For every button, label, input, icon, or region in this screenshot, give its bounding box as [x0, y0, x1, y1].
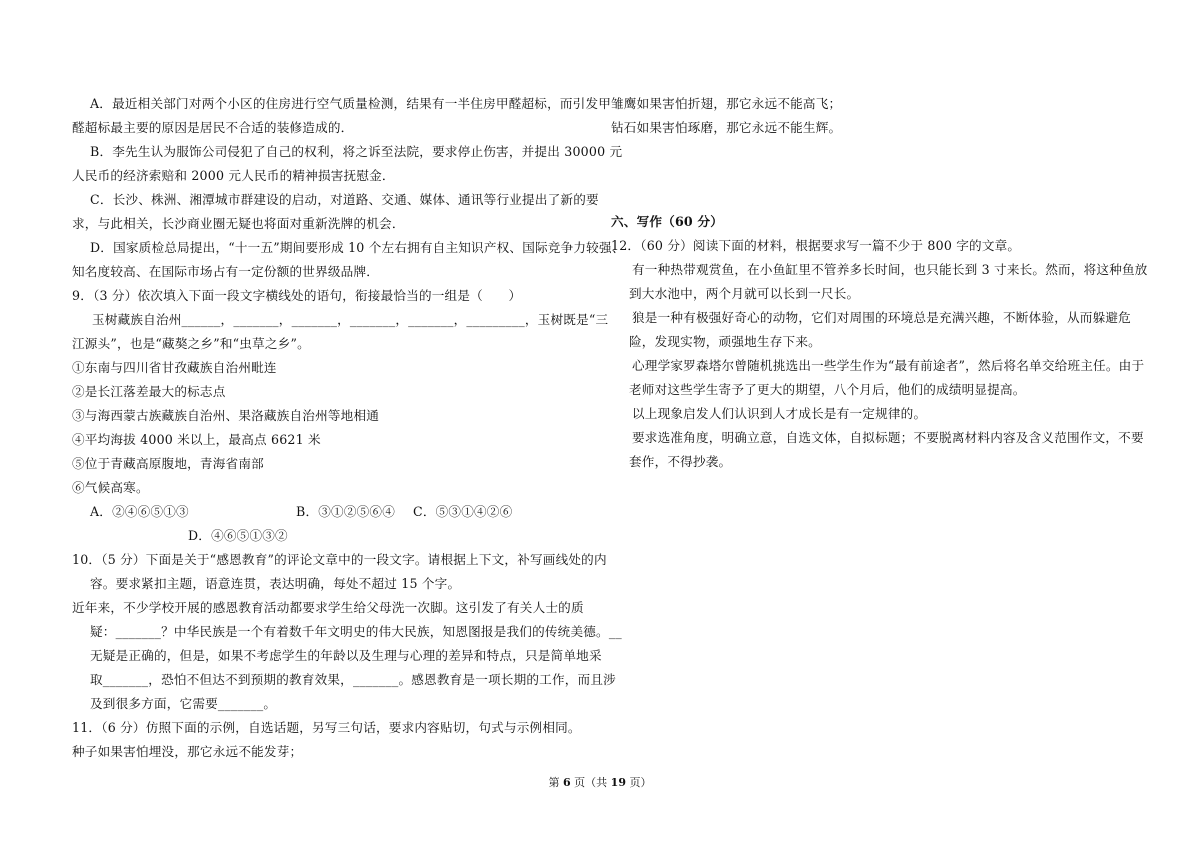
material-para1-line2: 到大水池中，两个月就可以长到一尺长。	[629, 286, 860, 301]
q10-stem-line1: 10．（5 分）下面是关于“感恩教育”的评论文章中的一段文字。请根据上下文，补写画线处的内	[72, 552, 607, 567]
q8-option-c-line2: 求，与此相关，长沙商业圈无疑也将面对重新洗牌的机会．	[72, 216, 405, 231]
material-para4: 以上现象启发人们认识到人才成长是有一定规律的。	[632, 406, 927, 421]
q8-option-d-line2: 知名度较高、在国际市场占有一定份额的世界级品牌．	[72, 264, 380, 279]
q11-example-3: 钻石如果害怕琢磨，那它永远不能生辉。	[611, 120, 842, 135]
q10-stem-line2: 容。要求紧扣主题，语意连贯，表达明确，每处不超过 15 个字。	[90, 576, 461, 591]
q8-option-a-line2: 醛超标最主要的原因是居民不合适的装修造成的．	[72, 120, 354, 135]
footer-suffix: 页）	[625, 776, 652, 789]
q10-passage-line3: 无疑是正确的，但是，如果不考虑学生的年龄以及生理与心理的差异和特点，只是简单地采	[90, 648, 602, 663]
footer-page-number: 6	[563, 776, 571, 789]
footer-total-pages: 19	[610, 776, 626, 789]
q9-passage-line2: 江源头”，也是“藏獒之乡”和“虫草之乡”。	[72, 336, 310, 351]
q9-passage-line1: 玉树藏族自治州______，_______，_______，_______，_______，_________，玉树既是“三	[92, 312, 609, 327]
q9-choice-c: C．⑤③①④②⑥	[413, 504, 513, 519]
q11-stem: 11．（6 分）仿照下面的示例，自选话题，另写三句话，要求内容贴切，句式与示例相同。	[72, 720, 581, 735]
q11-example-2: 雏鹰如果害怕折翅，那它永远不能高飞；	[611, 96, 842, 111]
q10-passage-line4: 取_______，恐怕不但达不到预期的教育效果，_______。感恩教育是一项长期的工作，而且涉	[90, 672, 616, 687]
q9-sentence-1: ①东南与四川省甘孜藏族自治州毗连	[72, 360, 277, 375]
requirements-line1: 要求选准角度，明确立意，自选文体，自拟标题；不要脱离材料内容及含义范围作文，不要	[632, 430, 1144, 445]
material-para2-line2: 险，发现实物，顽强地生存下来。	[629, 334, 821, 349]
q9-sentence-4: ④平均海拔 4000 米以上，最高点 6621 米	[72, 432, 321, 447]
material-para2-line1: 狼是一种有极强好奇心的动物，它们对周围的环境总是充满兴趣，不断体验，从而躲避危	[632, 310, 1131, 325]
q9-sentence-6: ⑥气候高寒。	[72, 480, 149, 495]
footer-prefix: 第	[548, 776, 564, 789]
q10-passage-line2: 疑：_______？中华民族是一个有着数千年文明史的伟大民族，知恩图报是我们的传统美德。__	[90, 624, 622, 639]
q10-passage-line5: 及到很多方面，它需要_______。	[90, 696, 277, 711]
q9-choice-a: A．②④⑥⑤①③	[90, 504, 189, 519]
material-para1-line1: 有一种热带观赏鱼，在小鱼缸里不管养多长时间，也只能长到 3 寸来长。然而，将这种鱼放	[632, 262, 1148, 277]
q9-choice-d: D．④⑥⑤①③②	[188, 528, 288, 543]
q9-sentence-5: ⑤位于青藏高原腹地，青海省南部	[72, 456, 264, 471]
q8-option-b-line1: B．李先生认为服饰公司侵犯了自己的权利，将之诉至法院，要求停止伤害，并提出 30000 元	[90, 144, 623, 159]
q11-example-1: 种子如果害怕埋没，那它永远不能发芽；	[72, 744, 303, 759]
q9-sentence-3: ③与海西蒙古族藏族自治州、果洛藏族自治州等地相通	[72, 408, 380, 423]
q9-stem: 9．（3 分）依次填入下面一段文字横线处的语句，衔接最恰当的一组是（ ）	[72, 288, 522, 303]
requirements-line2: 套作，不得抄袭。	[629, 454, 732, 469]
material-para3-line1: 心理学家罗森塔尔曾随机挑选出一些学生作为“最有前途者”，然后将名单交给班主任。由于	[632, 358, 1145, 373]
q12-stem: 12．（60 分）阅读下面的材料，根据要求写一篇不少于 800 字的文章。	[611, 238, 1021, 253]
q8-option-b-line2: 人民币的经济索赔和 2000 元人民币的精神损害抚慰金．	[72, 168, 395, 183]
q9-sentence-2: ②是长江落差最大的标志点	[72, 384, 226, 399]
section-writing-heading: 六、写作（60 分）	[611, 214, 724, 229]
q8-option-d-line1: D．国家质检总局提出，“十一五”期间要形成 10 个左右拥有自主知识产权、国际竞争力较强、	[90, 240, 625, 255]
q9-choice-b: B．③①②⑤⑥④	[296, 504, 396, 519]
page-footer	[0, 774, 1200, 790]
q8-option-a-line1: A．最近相关部门对两个小区的住房进行空气质量检测，结果有一半住房甲醛超标，而引发甲	[90, 96, 612, 111]
q8-option-c-line1: C．长沙、株洲、湘潭城市群建设的启动，对道路、交通、媒体、通讯等行业提出了新的要	[90, 192, 599, 207]
material-para3-line2: 老师对这些学生寄予了更大的期望，八个月后，他们的成绩明显提高。	[629, 382, 1026, 397]
q10-passage-line1: 近年来，不少学校开展的感恩教育活动都要求学生给父母洗一次脚。这引发了有关人士的质	[72, 600, 584, 615]
footer-middle: 页（共	[570, 776, 611, 789]
